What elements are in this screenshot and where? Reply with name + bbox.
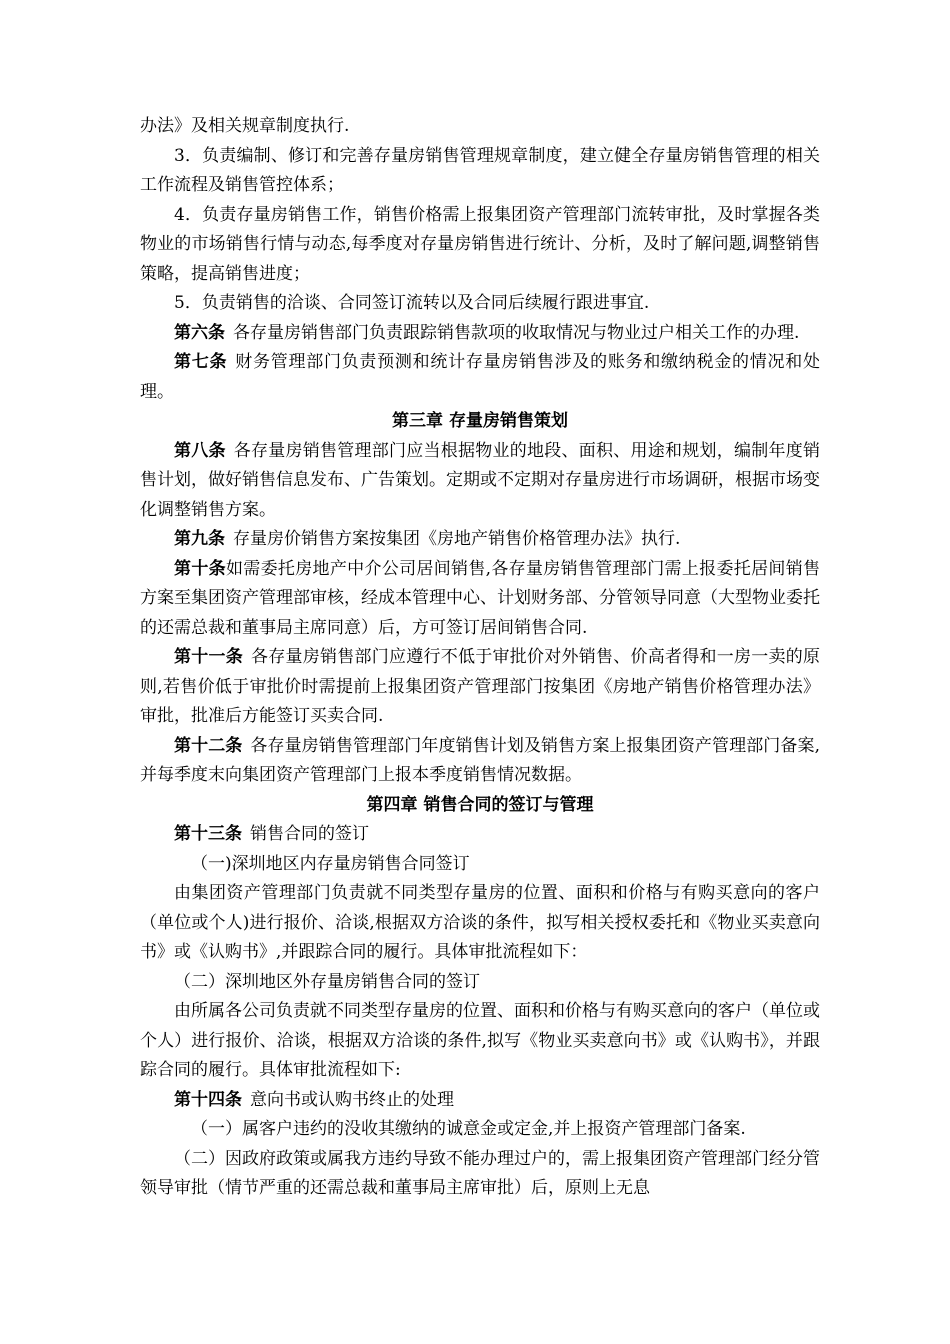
article-label: 第十二条 [174, 735, 243, 756]
article-text: 各存量房销售管理部门应当根据物业的地段、面积、用途和规划，编制年度销售计划，做好销售信息发布、广告策划。定期或不定期对存量房进行市场调研，根据市场变化调整销售方案。 [140, 440, 820, 520]
article-text: 销售合同的签订 [250, 824, 369, 844]
article-text: 各存量房销售部门负责跟踪销售款项的收取情况与物业过户相关工作的办理. [233, 322, 800, 343]
article-13 [140, 820, 820, 850]
article-10 [140, 555, 820, 644]
article-label: 第九条 [174, 529, 225, 549]
subsection-2-heading: （二）深圳地区外存量房销售合同的签订 [174, 971, 480, 992]
article-label: 第十三条 [174, 824, 242, 844]
article-label: 第十条 [174, 558, 226, 579]
article-9 [140, 525, 820, 555]
termination-item-1: （一）属客户违约的没收其缴纳的诚意金或定金,并上报资产管理部门备案. [191, 1119, 746, 1139]
article-label: 第八条 [174, 440, 226, 461]
subsection-2-body: 由所属各公司负责就不同类型存量房的位置、面积和价格与有购买意向的客户（单位或个人）进行报价、洽谈，根据双方洽谈的条件,拟写《物业买卖意向书》或《认购书》，并跟踪合同的履行。具体审批流程如下: [140, 1001, 820, 1080]
paragraph-item-4: 4．负责存量房销售工作，销售价格需上报集团资产管理部门流转审批，及时掌握各类物业的市场销售行情与动态,每季度对存量房销售进行统计、分析，及时了解问题,调整销售策略，提高销售进度； [140, 204, 820, 284]
article-text: 如需委托房地产中介公司居间销售,各存量房销售管理部门需上报委托居间销售方案至集团资产管理部审核，经成本管理中心、计划财务部、分管领导同意（大型物业委托的还需总裁和董事局主席同意）后，方可签订居间销售合同. [140, 558, 821, 638]
article-label: 第十四条 [174, 1089, 242, 1110]
article-12 [140, 732, 820, 791]
article-text: 各存量房销售部门应遵行不低于审批价对外销售、价高者得和一房一卖的原则,若售价低于审批价时需提前上报集团资产管理部门按集团《房地产销售价格管理办法》审批，批准后方能签订买卖合同. [140, 647, 820, 726]
paragraph-continued: 办法》及相关规章制度执行. [140, 116, 350, 136]
article-14 [140, 1086, 820, 1116]
article-text: 意向书或认购书终止的处理 [250, 1089, 454, 1110]
article-11 [140, 643, 820, 732]
article-text: 存量房价销售方案按集团《房地产销售价格管理办法》执行. [233, 529, 681, 549]
chapter-heading-4: 第四章 销售合同的签订与管理 [366, 794, 594, 815]
article-text: 各存量房销售管理部门年度销售计划及销售方案上报集团资产管理部门备案,并每季度末向集团资产管理部门上报本季度销售情况数据。 [140, 735, 820, 785]
article-label: 第七条 [174, 352, 228, 372]
article-label: 第十一条 [174, 647, 243, 667]
paragraph-item-3: 3．负责编制、修订和完善存量房销售管理规章制度，建立健全存量房销售管理的相关工作流程及销售管控体系； [140, 145, 820, 195]
subsection-1-heading: （一)深圳地区内存量房销售合同签订 [191, 853, 470, 874]
article-label: 第六条 [174, 322, 225, 343]
subsection-1-body: 由集团资产管理部门负责就不同类型存量房的位置、面积和价格与有购买意向的客户（单位或个人)进行报价、洽谈,根据双方洽谈的条件，拟写相关授权委托和《物业买卖意向书》或《认购书》,并跟踪合同的履行。具体审批流程如下： [140, 883, 820, 962]
article-text: 财务管理部门负责预测和统计存量房销售涉及的账务和缴纳税金的情况和处理。 [140, 352, 821, 402]
article-8 [140, 437, 820, 526]
article-6 [140, 319, 820, 349]
paragraph-item-5: 5．负责销售的洽谈、合同签订流转以及合同后续履行跟进事宜. [174, 293, 650, 313]
document-page [140, 112, 820, 1204]
chapter-heading-3: 第三章 存量房销售策划 [392, 411, 568, 431]
termination-item-2: （二）因政府政策或属我方违约导致不能办理过户的，需上报集团资产管理部门经分管领导审批（情节严重的还需总裁和董事局主席审批）后，原则上无息 [140, 1148, 820, 1198]
article-7 [140, 348, 820, 407]
